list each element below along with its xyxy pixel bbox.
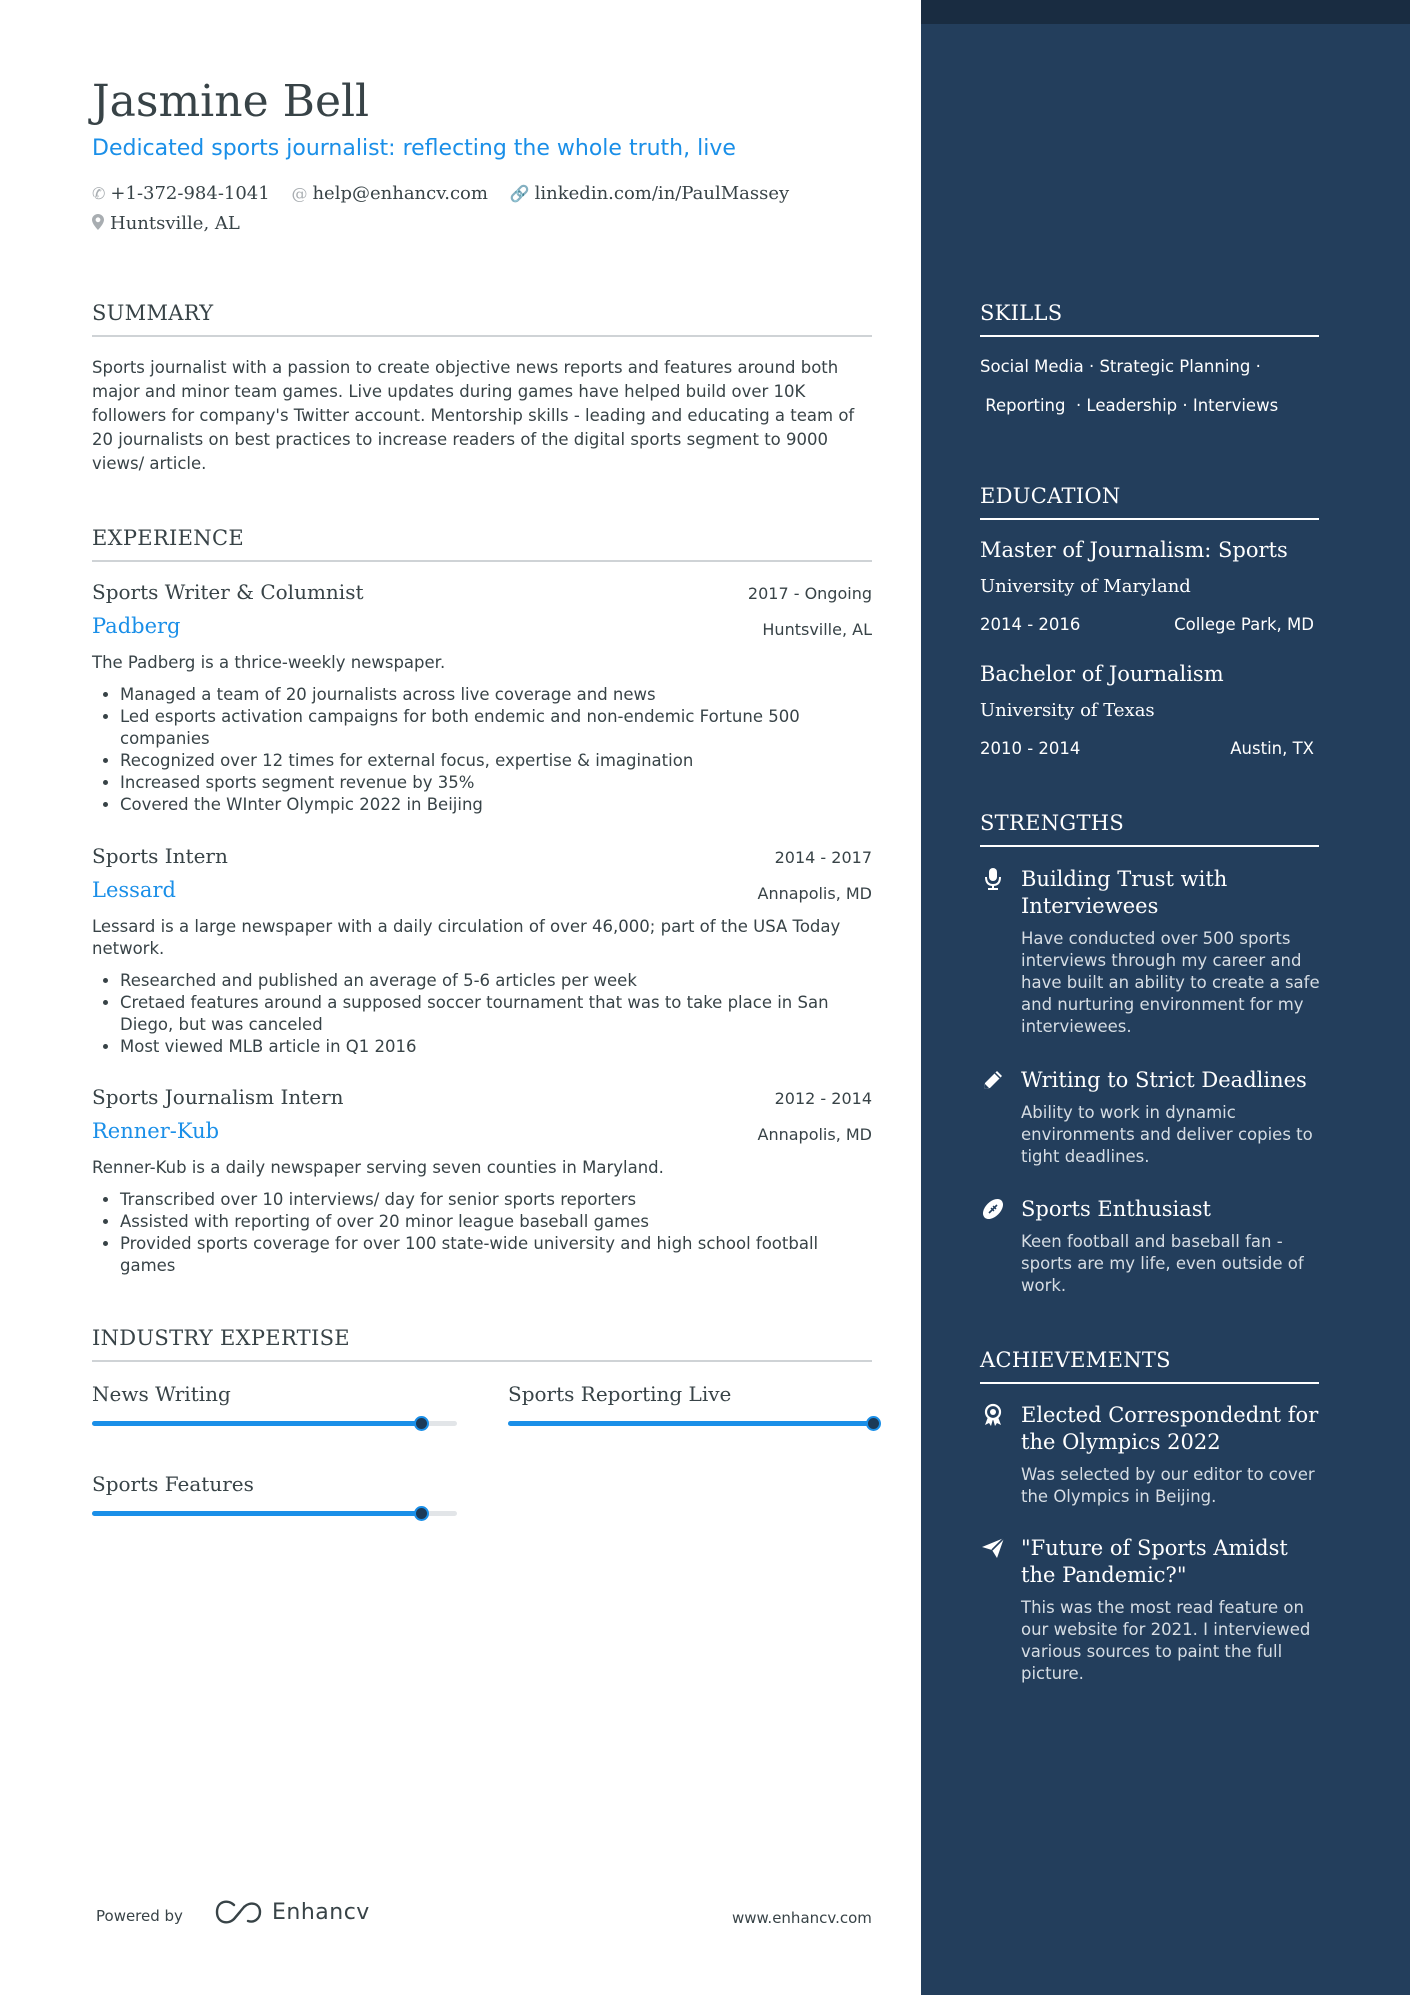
job-entry <box>92 1085 872 1285</box>
strength-description: Ability to work in dynamic environments and deliver copies to tight deadlines. <box>1021 1103 1313 1166</box>
strength-title: Sports Enthusiast <box>1021 1197 1211 1221</box>
job-bullet: • Most viewed MLB article in Q1 2016 <box>120 1036 872 1058</box>
job-entry <box>92 844 872 1064</box>
expertise-bar-fill <box>508 1421 873 1426</box>
expertise-item <box>92 1472 457 1496</box>
strength-title: Building Trust with Interviewees <box>1021 867 1228 918</box>
job-description: Renner-Kub is a daily newspaper serving seven counties in Maryland. <box>92 1158 664 1177</box>
experience-heading: EXPERIENCE <box>92 526 872 562</box>
job-bullet: • Provided sports coverage for over 100 state-wide university and high school football games <box>120 1233 872 1277</box>
strength-description: Have conducted over 500 sports interviews through my career and have built an ability to create a safe and nurturing environment for my interviewees. <box>1021 929 1320 1036</box>
sidebar <box>921 0 1410 1995</box>
job-bullet: • Increased sports segment revenue by 35% <box>120 772 872 794</box>
job-bullet: • Managed a team of 20 journalists across live coverage and news <box>120 684 872 706</box>
job-dates: 2014 - 2017 <box>774 848 872 867</box>
pencil-icon <box>980 1067 1006 1093</box>
expertise-bar <box>92 1421 457 1426</box>
job-dates: 2017 - Ongoing <box>747 584 872 603</box>
expertise-bar <box>508 1421 873 1426</box>
job-bullet: • Covered the WInter Olympic 2022 in Beijing <box>120 794 872 816</box>
achievement-description: Was selected by our editor to cover the Olympics in Beijing. <box>1021 1465 1315 1506</box>
job-location: Annapolis, MD <box>757 884 872 903</box>
strength-item <box>980 1196 1319 1306</box>
contact-row-2 <box>92 213 256 234</box>
achievement-item <box>980 1535 1319 1695</box>
email-text: help@enhancv.com <box>312 183 488 204</box>
job-entry <box>92 580 872 820</box>
enhancv-logo[interactable] <box>214 1899 370 1929</box>
education-degree: Bachelor of Journalism <box>980 662 1224 686</box>
education-heading: EDUCATION <box>980 484 1319 520</box>
footer-url[interactable]: www.enhancv.com <box>732 1909 872 1927</box>
paper-plane-icon <box>980 1535 1006 1561</box>
linkedin-text: linkedin.com/in/PaulMassey <box>534 183 790 204</box>
job-company[interactable]: Padberg <box>92 614 181 638</box>
job-bullets <box>92 970 872 1058</box>
achievements-heading: ACHIEVEMENTS <box>980 1348 1319 1384</box>
phone-text: +1-372-984-1041 <box>110 183 270 204</box>
contact-linkedin[interactable] <box>510 183 790 204</box>
contact-location <box>92 213 240 234</box>
expertise-item <box>92 1382 457 1406</box>
summary-heading: SUMMARY <box>92 301 872 337</box>
expertise-bar <box>92 1511 457 1516</box>
powered-by-text: Powered by <box>96 1907 183 1925</box>
achievement-title: Elected Correspondednt for the Olympics 2022 <box>1021 1403 1319 1454</box>
location-pin-icon <box>92 214 104 230</box>
expertise-item <box>508 1382 873 1406</box>
job-bullet: • Recognized over 12 times for external focus, expertise & imagination <box>120 750 872 772</box>
strength-title: Writing to Strict Deadlines <box>1021 1068 1307 1092</box>
microphone-icon <box>980 866 1006 892</box>
job-bullet: • Researched and published an average of 5-6 articles per week <box>120 970 872 992</box>
contact-row <box>92 183 805 204</box>
expertise-bar-knob <box>414 1506 429 1521</box>
education-location: Austin, TX <box>1230 739 1314 758</box>
education-dates: 2014 - 2016 <box>980 615 1081 634</box>
summary-text: Sports journalist with a passion to create objective news reports and features around both major and minor team games. Live updates during games have helped build over 10K followers for company's Twitter account. Mentorship skills - leading and educating a team of 20 journalists on best practices to increase readers of the digital sports segment to 9000 views/ article. <box>92 358 855 473</box>
award-ribbon-icon <box>980 1402 1006 1428</box>
candidate-name: Jasmine Bell <box>92 76 370 127</box>
expertise-label: News Writing <box>92 1382 231 1406</box>
job-role: Sports Journalism Intern <box>92 1085 344 1109</box>
job-bullet: • Assisted with reporting of over 20 minor league baseball games <box>120 1211 872 1233</box>
enhancv-brand-text: Enhancv <box>272 1900 370 1925</box>
job-bullet: • Transcribed over 10 interviews/ day for senior sports reporters <box>120 1189 872 1211</box>
expertise-bar-fill <box>92 1421 421 1426</box>
education-school: University of Texas <box>980 700 1155 721</box>
expertise-label: Sports Features <box>92 1472 254 1496</box>
phone-icon: ✆ <box>92 184 106 203</box>
job-location: Annapolis, MD <box>757 1125 872 1144</box>
job-description: The Padberg is a thrice-weekly newspaper. <box>92 653 446 672</box>
achievement-title: "Future of Sports Amidst the Pandemic?" <box>1021 1536 1288 1587</box>
job-role: Sports Writer & Columnist <box>92 580 364 604</box>
job-company[interactable]: Lessard <box>92 878 176 902</box>
job-company[interactable]: Renner-Kub <box>92 1119 220 1143</box>
link-icon: 🔗 <box>509 184 530 203</box>
expertise-bar-knob <box>414 1416 429 1431</box>
enhancv-logo-icon <box>214 1899 264 1925</box>
expertise-label: Sports Reporting Live <box>508 1382 732 1406</box>
at-sign-icon: @ <box>291 184 308 203</box>
education-school: University of Maryland <box>980 576 1191 597</box>
strength-item <box>980 866 1319 1046</box>
job-dates: 2012 - 2014 <box>774 1089 872 1108</box>
job-bullets <box>92 1189 872 1277</box>
football-icon <box>980 1196 1006 1222</box>
education-location: College Park, MD <box>1174 615 1314 634</box>
job-bullet: • Cretaed features around a supposed soccer tournament that was to take place in San Diego, but was canceled <box>120 992 872 1036</box>
job-bullets <box>92 684 872 816</box>
skills-line: Social Media · Strategic Planning · <box>980 357 1261 376</box>
strength-item <box>980 1067 1319 1177</box>
job-description: Lessard is a large newspaper with a daily circulation of over 46,000; part of the USA Today network. <box>92 917 841 958</box>
job-role: Sports Intern <box>92 844 228 868</box>
strength-description: Keen football and baseball fan - sports are my life, even outside of work. <box>1021 1232 1304 1295</box>
education-dates: 2010 - 2014 <box>980 739 1081 758</box>
expertise-bar-fill <box>92 1511 421 1516</box>
job-bullet: • Led esports activation campaigns for both endemic and non-endemic Fortune 500 companies <box>120 706 872 750</box>
achievement-item <box>980 1402 1319 1512</box>
sidebar-top-band <box>921 0 1410 24</box>
expertise-heading: INDUSTRY EXPERTISE <box>92 1326 872 1362</box>
strengths-heading: STRENGTHS <box>980 811 1319 847</box>
location-text: Huntsville, AL <box>110 213 240 234</box>
skills-line: Reporting · Leadership · Interviews <box>980 396 1279 415</box>
contact-phone[interactable] <box>92 183 270 204</box>
contact-email[interactable] <box>291 183 488 204</box>
education-degree: Master of Journalism: Sports <box>980 538 1288 562</box>
achievement-description: This was the most read feature on our website for 2021. I interviewed various sources to paint the full picture. <box>1021 1598 1311 1683</box>
job-location: Huntsville, AL <box>762 620 872 639</box>
skills-heading: SKILLS <box>980 301 1319 337</box>
expertise-bar-knob <box>866 1416 881 1431</box>
candidate-tagline: Dedicated sports journalist: reflecting the whole truth, live <box>92 136 736 161</box>
